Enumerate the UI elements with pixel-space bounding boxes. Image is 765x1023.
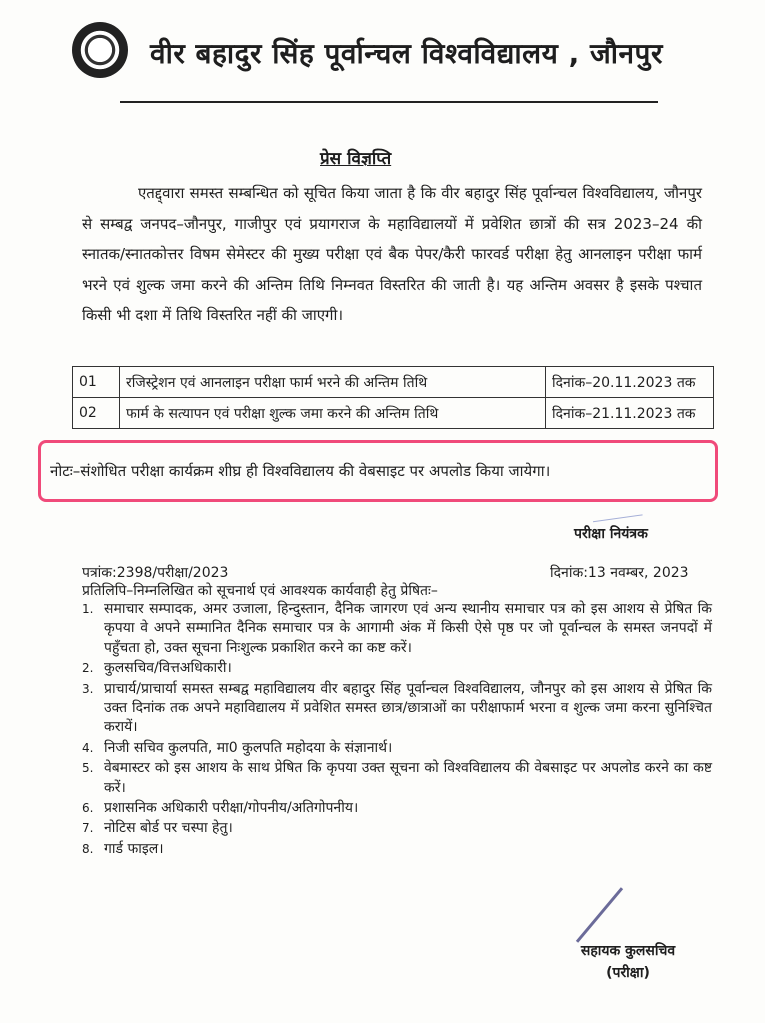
list-item: 1. समाचार सम्पादक, अमर उजाला, हिन्दुस्तान, दैनिक जागरण एवं अन्य स्थानीय समाचार पत्र को इस आशय से प्रेषित कि कृपया वे अपने सम्मानित दैनिक समाचार पत्र के आगामी अंक में किसी ऐसे पृष्ठ पर जो पूर्वान्चल के समस्त जनपदों में पहुँचता हो, उक्त सूचना निःशुल्क प्रकाशित करने का कष्ट करें। [82, 601, 712, 656]
list-item: 4. निजी सचिव कुलपति, मा0 कुलपति महोदया के संज्ञानार्थ। [82, 739, 393, 756]
signatory-dept: (परीक्षा) [606, 965, 650, 981]
deadline-table [72, 366, 714, 429]
row-number: 02 [73, 398, 120, 429]
signatory-assistant-registrar [558, 940, 698, 984]
signatory-controller: परीक्षा नियंत्रक [574, 526, 648, 542]
row-date: दिनांक–21.11.2023 तक [546, 398, 714, 429]
signature-mark [587, 475, 642, 523]
press-release-title: प्रेस विज्ञप्ति [320, 149, 392, 169]
issue-date: दिनांक:13 नवम्बर, 2023 [550, 565, 689, 581]
row-description: फार्म के सत्यापन एवं परीक्षा शुल्क जमा करने की अन्तिम तिथि [120, 398, 546, 429]
university-title: वीर बहादुर सिंह पूर्वान्चल विश्वविद्यालय , जौनपुर [150, 37, 663, 70]
signature-stroke [576, 887, 623, 943]
list-item: 6. प्रशासनिक अधिकारी परीक्षा/गोपनीय/अतिगोपनीय। [82, 800, 359, 817]
notice-paragraph: एतद्द्वारा समस्त सम्बन्धित को सूचित किया जाता है कि वीर बहादुर सिंह पूर्वान्चल विश्वविद्यालय, जौनपुर से सम्बद्व जनपद–जौनपुर, गाजीपुर एवं प्रयागराज के महाविद्यालयों में प्रवेशित छात्रों की सत्र 2023–24 की स्नातक/स्नातकोत्तर विषम सेमेस्टर की मुख्य परीक्षा एवं बैक पेपर/कैरी फारवर्ड परीक्षा हेतु आनलाइन परीक्षा फार्म भरने एवं शुल्क जमा करने की अन्तिम तिथि निम्नवत विस्तरित की जाती है। यह अन्तिम अवसर है इसके पश्चात किसी भी दशा में तिथि विस्तरित नहीं की जाएगी। [82, 184, 702, 324]
table-row [73, 367, 714, 398]
list-item: 7. नोटिस बोर्ड पर चस्पा हेतु। [82, 820, 233, 837]
list-item: 8. गार्ड फाइल। [82, 840, 164, 857]
copy-list [82, 600, 712, 860]
copy-heading: प्रतिलिपि–निम्नलिखित को सूचनार्थ एवं आवश्यक कार्यवाही हेतु प्रेषितः– [82, 583, 438, 599]
row-description: रजिस्ट्रेशन एवं आनलाइन परीक्षा फार्म भरने की अन्तिम तिथि [120, 367, 546, 398]
note-text: नोटः–संशोधित परीक्षा कार्यक्रम शीघ्र ही विश्वविद्यालय की वेबसाइट पर अपलोड किया जायेगा। [50, 462, 551, 480]
university-seal-icon [72, 22, 128, 78]
row-date: दिनांक–20.11.2023 तक [546, 367, 714, 398]
list-item: 5. वेबमास्टर को इस आशय के साथ प्रेषित कि कृपया उक्त सूचना को विश्वविद्यालय की वेबसाइट पर अपलोड करने का कष्ट करें। [82, 760, 712, 796]
row-number: 01 [73, 367, 120, 398]
list-item: 3. प्राचार्य/प्राचार्या समस्त सम्बद्व महाविद्यालय वीर बहादुर सिंह पूर्वान्चल विश्वविद्यालय, जौनपुर को इस आशय से प्रेषित कि उक्त दिनांक तक अपने महाविद्यालय में प्रवेशित समस्त छात्र/छात्राओं का परीक्षाफार्म भरना व शुल्क जमा करना सुनिश्चित करायें। [82, 680, 712, 736]
header-rule [120, 101, 658, 103]
table-row [73, 398, 714, 429]
reference-number: पत्रांक:2398/परीक्षा/2023 [82, 565, 229, 581]
list-item: 2. कुलसचिव/वित्तअधिकारी। [82, 660, 232, 677]
letterhead [72, 22, 712, 82]
signatory-title: सहायक कुलसचिव [580, 943, 676, 959]
